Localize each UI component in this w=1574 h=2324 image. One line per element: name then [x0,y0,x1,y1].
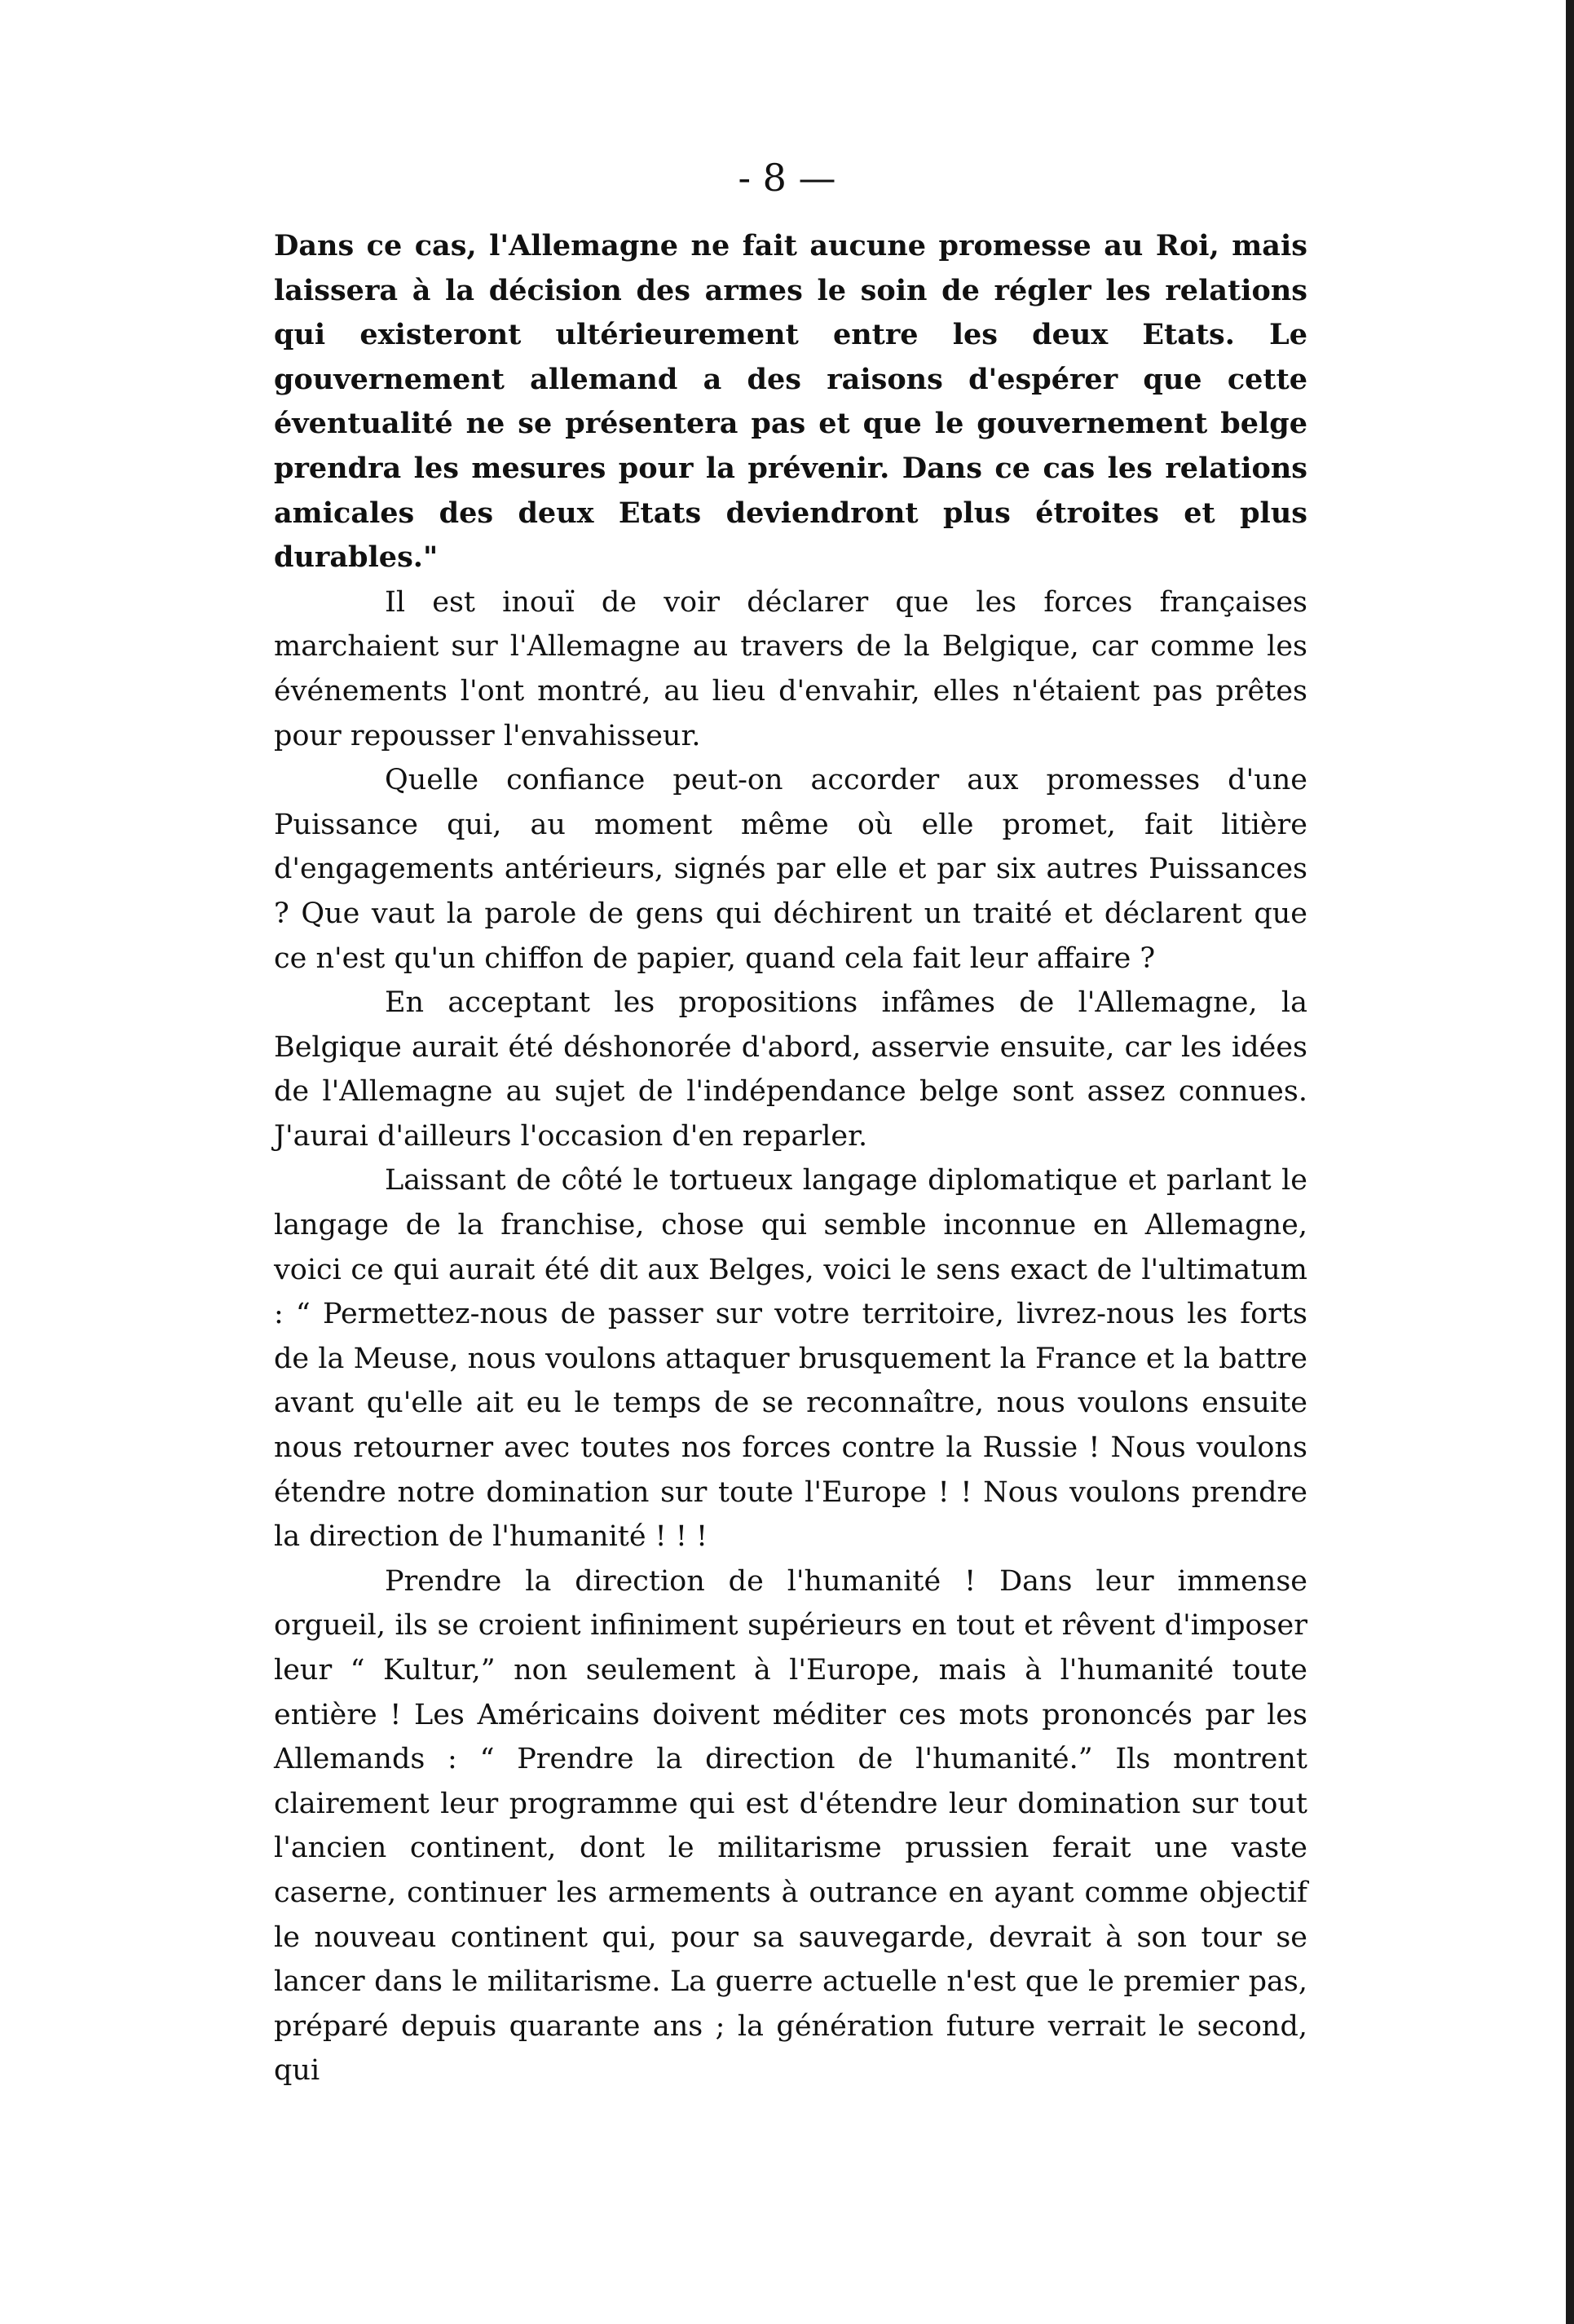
body-text [274,224,1307,2093]
paragraph-3: Quelle confiance peut-on accorder aux promesses d'une Puissance qui, au moment même où elle promet, fait litière d'engagements antérieurs, signés par elle et par six autres Puissances ? Que vaut la parole de gens qui déchirent un traité et déclarent que ce n'est qu'un chiffon de papier, quand cela fait leur affaire ? [274,764,1307,975]
page-number: - 8 — [738,156,836,200]
paragraph-1: Dans ce cas, l'Allemagne ne fait aucune promesse au Roi, mais laissera à la décision des armes le soin de régler les relations qui existeront ultérieurement entre les deux Etats. Le gouvernement allemand a des raisons d'espérer que cette éventualité ne se présentera pas et que le gouvernement belge prendra les mesures pour la prévenir. Dans ce cas les relations amicales des deux Etats deviendront plus étroites et plus durables." [274,229,1307,575]
paragraph-6: Prendre la direction de l'humanité ! Dans leur immense orgueil, ils se croient infiniment supérieurs en tout et rêvent d'imposer leur “ Kultur,” non seulement à l'Europe, mais à l'humanité toute entière ! Les Américains doivent méditer ces mots prononcés par les Allemands : “ Prendre la direction de l'humanité.” Ils montrent clairement leur programme qui est d'étendre leur domination sur tout l'ancien continent, dont le militarisme prussien ferait une vaste caserne, continuer les armements à outrance en ayant comme objectif le nouveau continent qui, pour sa sauvegarde, devrait à son tour se lancer dans le militarisme. La guerre actuelle n'est que le premier pas, préparé depuis quarante ans ; la génération future verrait le second, qui [274,1564,1307,2088]
paragraph-5: Laissant de côté le tortueux langage diplomatique et parlant le langage de la franchise, chose qui semble inconnue en Allemagne, voici ce qui aurait été dit aux Belges, voici le sens exact de l'ultimatum : “ Permettez-nous de passer sur votre territoire, livrez-nous les forts de la Meuse, nous voulons attaquer brusquement la France et la battre avant qu'elle ait eu le temps de se reconnaître, nous voulons ensuite nous retourner avec toutes nos forces contre la Russie ! Nous voulons étendre notre domination sur toute l'Europe ! ! Nous voulons prendre la direction de l'humanité ! ! ! [274,1164,1307,1554]
paragraph-4: En acceptant les propositions infâmes de l'Allemagne, la Belgique aurait été déshonorée d'abord, asservie ensuite, car les idées de l'Allemagne au sujet de l'indépendance belge sont assez connues. J'aurai d'ailleurs l'occasion d'en reparler. [274,986,1307,1153]
page-binding-edge [1566,0,1574,2324]
paragraph-2: Il est inouï de voir déclarer que les forces françaises marchaient sur l'Allemagne au travers de la Belgique, car comme les événements l'ont montré, au lieu d'envahir, elles n'étaient pas prêtes pour repousser l'envahisseur. [274,585,1307,752]
